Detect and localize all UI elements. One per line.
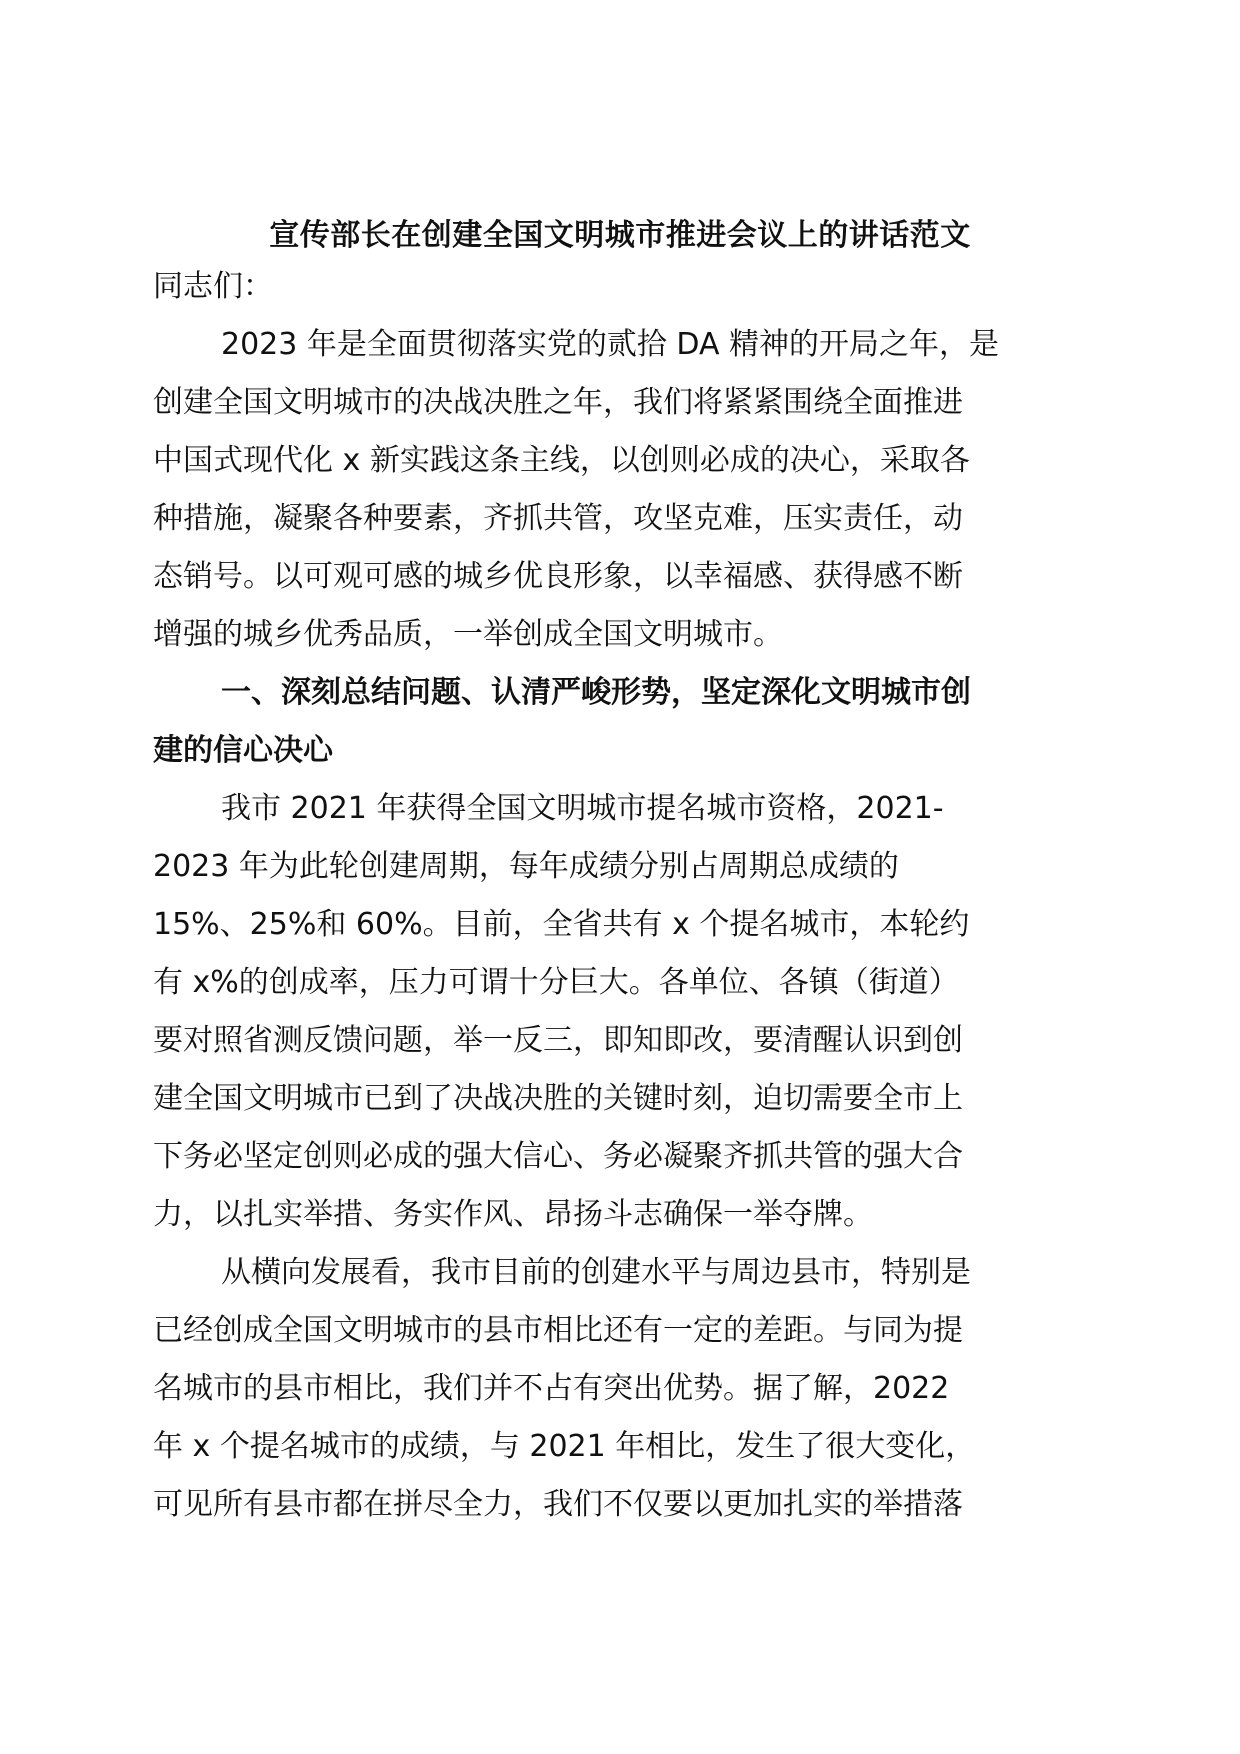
document-body bbox=[153, 258, 1093, 1534]
section-heading-line: 一、深刻总结问题、认清严峻形势，坚定深化文明城市创 bbox=[221, 675, 971, 710]
section-heading-line: 建的信心决心 bbox=[153, 733, 333, 768]
paragraph-line: 要对照省测反馈问题，举一反三，即知即改，要清醒认识到创 bbox=[153, 1023, 963, 1058]
paragraph-line: 建全国文明城市已到了决战决胜的关键时刻，迫切需要全市上 bbox=[153, 1081, 963, 1116]
paragraph-line: 中国式现代化 x 新实践这条主线，以创则必成的决心，采取各 bbox=[153, 443, 970, 478]
paragraph-line: 力，以扎实举措、务实作风、昂扬斗志确保一举夺牌。 bbox=[153, 1197, 873, 1232]
paragraph-line: 名城市的县市相比，我们并不占有突出优势。据了解，2022 bbox=[153, 1371, 950, 1406]
paragraph-line: 我市 2021 年获得全国文明城市提名城市资格，2021- bbox=[221, 791, 944, 826]
salutation-line: 同志们： bbox=[153, 269, 273, 304]
paragraph-line: 已经创成全国文明城市的县市相比还有一定的差距。与同为提 bbox=[153, 1313, 963, 1348]
paragraph-line: 年 x 个提名城市的成绩，与 2021 年相比，发生了很大变化， bbox=[153, 1429, 976, 1464]
paragraph-line: 可见所有县市都在拼尽全力，我们不仅要以更加扎实的举措落 bbox=[153, 1487, 963, 1522]
paragraph-line: 有 x%的创成率，压力可谓十分巨大。各单位、各镇（街道） bbox=[153, 965, 959, 1000]
paragraph-line: 创建全国文明城市的决战决胜之年，我们将紧紧围绕全面推进 bbox=[153, 385, 963, 420]
paragraph-line: 种措施，凝聚各种要素，齐抓共管，攻坚克难，压实责任，动 bbox=[153, 501, 963, 536]
paragraph-line: 态销号。以可观可感的城乡优良形象，以幸福感、获得感不断 bbox=[153, 559, 963, 594]
document-title: 宣传部长在创建全国文明城市推进会议上的讲话范文 bbox=[269, 218, 971, 253]
paragraph-line: 15%、25%和 60%。目前，全省共有 x 个提名城市，本轮约 bbox=[153, 907, 970, 942]
paragraph-line: 下务必坚定创则必成的强大信心、务必凝聚齐抓共管的强大合 bbox=[153, 1139, 963, 1174]
paragraph-line: 从横向发展看，我市目前的创建水平与周边县市，特别是 bbox=[221, 1255, 971, 1290]
paragraph-line: 增强的城乡优秀品质，一举创成全国文明城市。 bbox=[153, 617, 783, 652]
paragraph-line: 2023 年为此轮创建周期，每年成绩分别占周期总成绩的 bbox=[153, 849, 899, 884]
paragraph-line: 2023 年是全面贯彻落实党的贰拾 DA 精神的开局之年，是 bbox=[221, 327, 1000, 362]
